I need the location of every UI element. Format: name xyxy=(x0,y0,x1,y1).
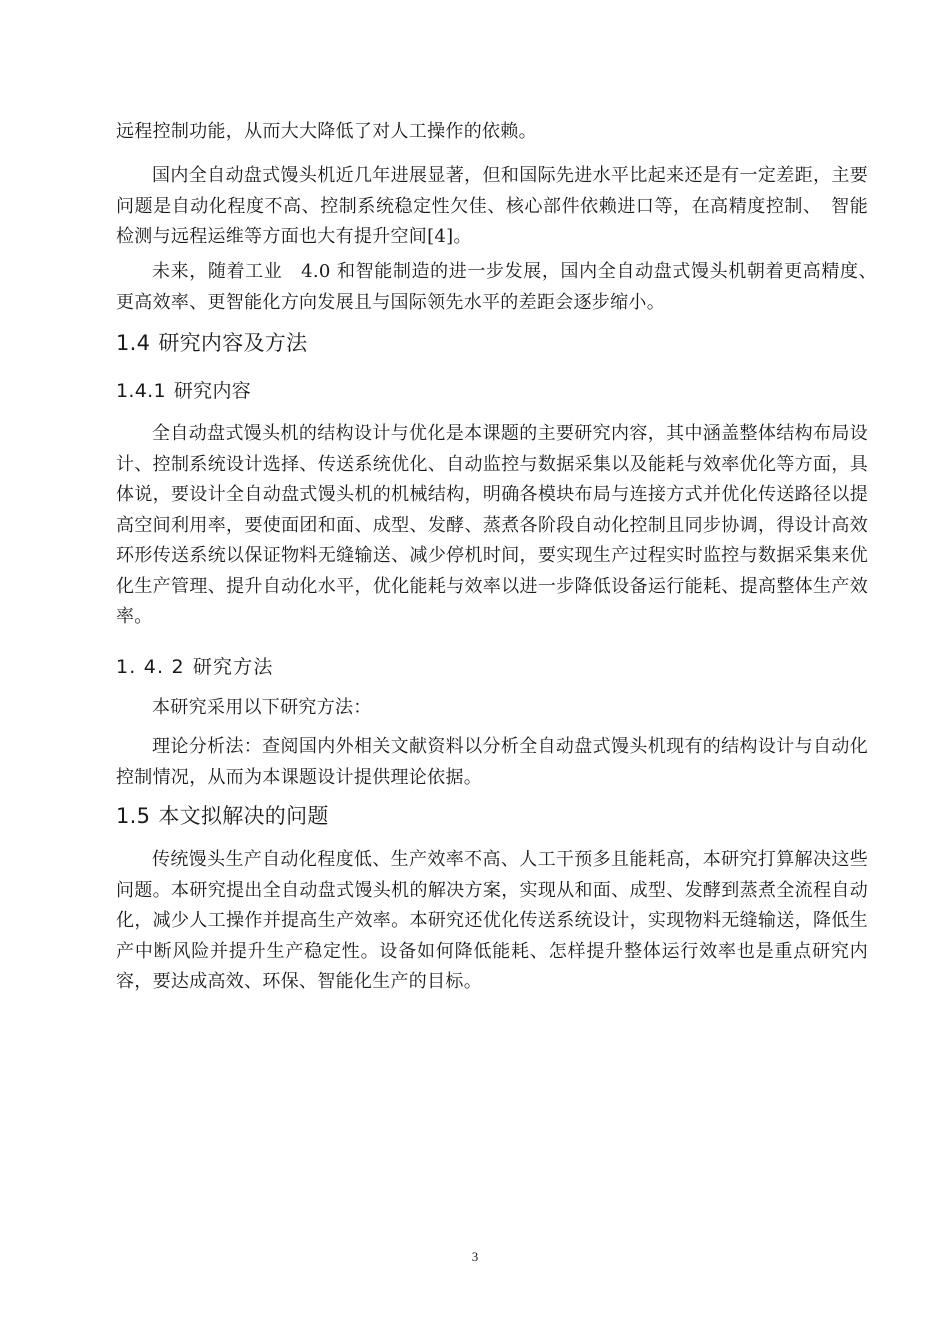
paragraph-future-trend: 未来，随着工业 4.0 和智能制造的进一步发展，国内全自动盘式馒头机朝着更高精度、 更高效率、更智能化方向发展且与国际领先水平的差距会逐步缩小。 xyxy=(116,261,887,313)
page-number: 3 xyxy=(471,1249,479,1264)
paragraph-methods-intro: 本研究采用以下研究方法： xyxy=(152,697,372,718)
subsection-heading-1-4-2 xyxy=(116,653,274,681)
subsection-title: 研究内容 xyxy=(173,380,252,402)
paragraph-domestic-status: 国内全自动盘式馒头机近几年进展显著，但和国际先进水平比起来还是有一定差距，主要问题是自动化程度不高、控制系统稳定性欠佳、核心部件依赖进口等，在高精度控制、 智能检测与远程运维等方面也大有提升空间[4]。 xyxy=(116,165,868,247)
section-heading-1-5 xyxy=(116,801,329,831)
subsection-title: 研究方法 xyxy=(192,656,274,678)
section-title: 本文拟解决的问题 xyxy=(158,804,329,828)
section-title: 研究内容及方法 xyxy=(158,331,308,355)
paragraph-continued: 远程控制功能，从而大大降低了对人工操作的依赖。 xyxy=(116,121,537,142)
paragraph-research-content: 全自动盘式馒头机的结构设计与优化是本课题的主要研究内容，其中涵盖整体结构布局设计、控制系统设计选择、传送系统优化、自动监控与数据采集以及能耗与效率优化等方面，具体说，要设计全自动盘式馒头机的机械结构，明确各模块布局与连接方式并优化传送路径以提高空间利用率，要使面团和面、成型、发酵、蒸煮各阶段自动化控制且同步协调，得设计高效环形传送系统以保证物料无缝输送、减少停机时间，要实现生产过程实时监控与数据采集来优化生产管理、提升自动化水平，优化能耗与效率以进一步降低设备运行能耗、提高整体生产效率。 xyxy=(116,423,868,627)
subsection-number: 1. 4. 2 xyxy=(116,656,185,678)
paragraph-problems-to-solve: 传统馒头生产自动化程度低、生产效率不高、人工干预多且能耗高，本研究打算解决这些问题。本研究提出全自动盘式馒头机的解决方案，实现从和面、成型、发酵到蒸煮全流程自动化，减少人工操作并提高生产效率。本研究还优化传送系统设计，实现物料无缝输送，降低生产中断风险并提升生产稳定性。设备如何降低能耗、怎样提升整体运行效率也是重点研究内容，要达成高效、环保、智能化生产的目标。 xyxy=(116,849,868,992)
subsection-heading-1-4-1 xyxy=(116,377,251,405)
section-heading-1-4 xyxy=(116,328,307,358)
subsection-number: 1.4.1 xyxy=(116,380,166,402)
section-number: 1.5 xyxy=(116,804,151,828)
section-number: 1.4 xyxy=(116,331,151,355)
paragraph-theoretical-analysis: 理论分析法：查阅国内外相关文献资料以分析全自动盘式馒头机现有的结构设计与自动化控制情况，从而为本课题设计提供理论依据。 xyxy=(116,736,868,788)
